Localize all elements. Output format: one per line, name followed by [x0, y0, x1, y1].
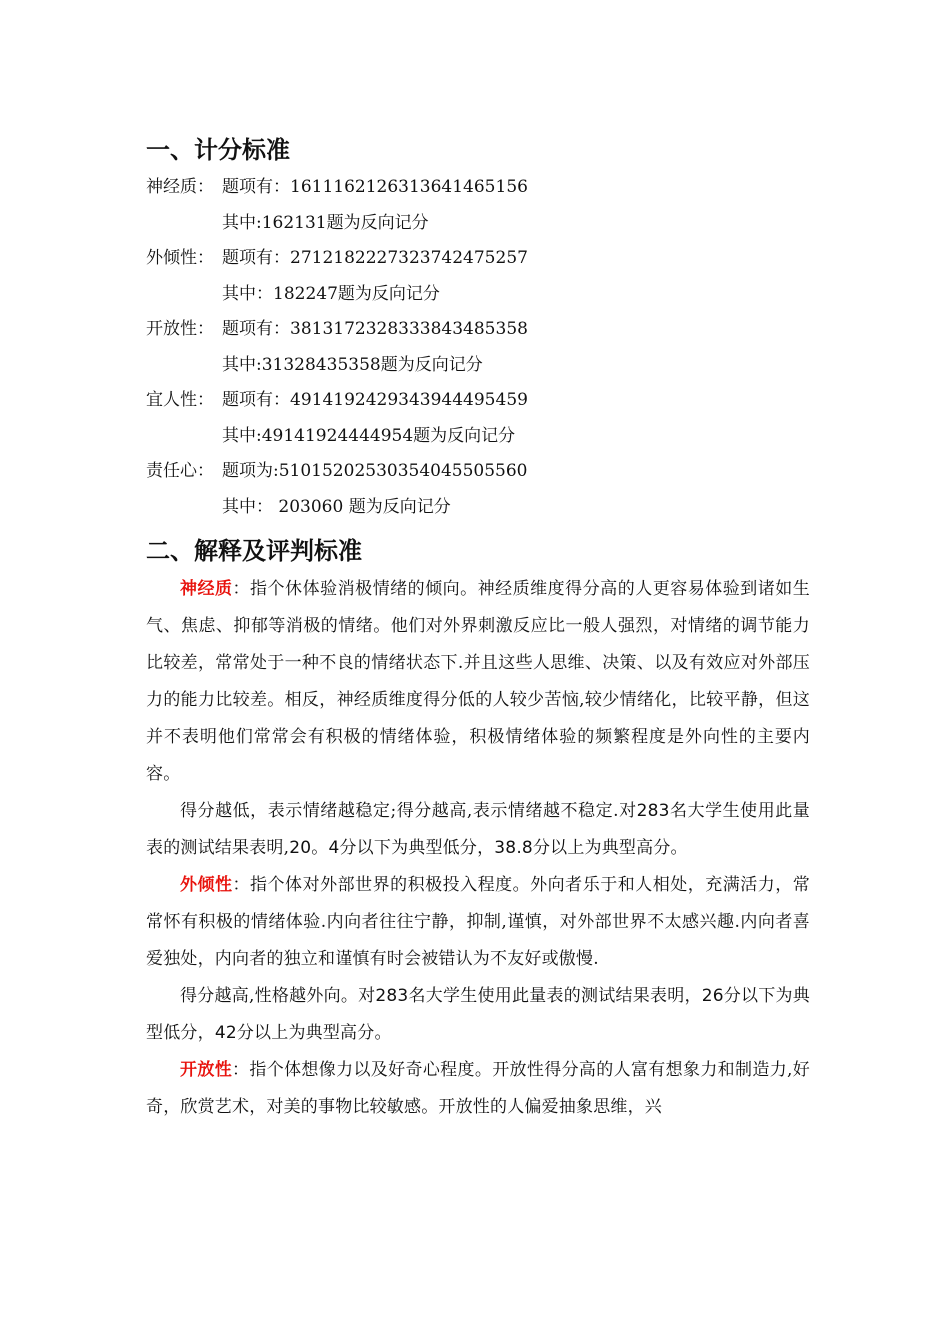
paragraph-extraversion-score [146, 978, 810, 1052]
sample-size: 283 [636, 801, 670, 821]
low-threshold: 20。4 [289, 838, 340, 858]
score-text: 得分越高,性格越外向。对 [180, 986, 376, 1006]
paragraph-neuroticism-score [146, 793, 810, 867]
scoring-row-conscientiousness [146, 454, 810, 490]
reverse-row-agreeableness: 其中:49141924444954题为反向记分 [222, 425, 516, 446]
paragraph-extraversion [146, 867, 810, 978]
score-text: 名大学生使用此量表的测试结果表明， [408, 986, 702, 1006]
score-text: 分以上为典型高分。 [236, 1023, 392, 1043]
reverse-row-openness: 其中:31328435358题为反向记分 [222, 354, 483, 375]
section-title-scoring: 一、计分标准 [146, 136, 290, 164]
items-text: 题项有：3813172328333843485358 [222, 319, 528, 339]
items-text: 题项有：2712182227323742475257 [222, 248, 528, 268]
category-label: 神经质： [146, 177, 214, 197]
keyword-extraversion: 外倾性 [180, 875, 233, 895]
reverse-row-neuroticism: 其中:162131题为反向记分 [222, 212, 429, 233]
score-text: 名大学生使用此量表的测试结果表明, [146, 801, 810, 858]
scoring-list [146, 170, 810, 525]
scoring-row-openness [146, 312, 810, 348]
keyword-neuroticism: 神经质 [180, 579, 233, 599]
document-page [146, 128, 810, 1126]
paragraph-neuroticism [146, 571, 810, 793]
scoring-row-extraversion [146, 241, 810, 277]
sample-size: 283 [375, 986, 409, 1006]
score-text: 分以上为典型高分。 [532, 838, 688, 858]
items-text: 题项为:5101520253035404550556​0 [222, 461, 528, 481]
desc-text: ：指个体想像力以及好奇心程度。开放性得分高的人富有想象力和制造力,好奇，欣赏艺术，对美的事物比较敏感。开放性的人偏爱抽象思维，兴 [146, 1060, 811, 1117]
high-threshold: 42 [214, 1023, 237, 1043]
paragraph-openness [146, 1052, 810, 1126]
scoring-row-neuroticism [146, 170, 810, 206]
low-threshold: 26 [701, 986, 724, 1006]
keyword-openness: 开放性 [180, 1060, 233, 1080]
items-text: 题项有：1611162126313641465156 [222, 177, 528, 197]
category-label: 外倾性： [146, 248, 214, 268]
score-text: 得分越低，表示情绪越稳定;得分越高,表示情绪越不稳定.对 [180, 801, 637, 821]
category-label: 开放性： [146, 319, 214, 339]
score-text: 分以下为典型低分， [339, 838, 495, 858]
desc-text: ：指个休体验消极情绪的倾向。神经质维度得分高的人更容易体验到诸如生气、焦虑、抑郁等消极的情绪。他们对外界刺激反应比一般人强烈，对情绪的调节能力比较差，常常处于一种不良的情绪状态下.并且这些人思维、决策、以及有效应对外部压力的能力比较差。相反，神经质维度得分低的人较少苦恼,较少情绪化，比较平静，但这并不表明他们常常会有积极的情绪体验，积极情绪体验的频繁程度是外向性的主要内容。 [146, 579, 810, 784]
items-text: 题项有：4914192429343944495459 [222, 390, 528, 410]
section-title-interpretation: 二、解释及评判标准 [146, 537, 362, 565]
reverse-row-extraversion: 其中：182247题为反向记分 [222, 283, 440, 304]
high-threshold: 38.8 [494, 838, 533, 858]
desc-text: ：指个体对外部世界的积极投入程度。外向者乐于和人相处，充满活力，常常怀有积极的情绪体验.内向者往往宁静，抑制,谨慎，对外部世界不太感兴趣.内向者喜爱独处，内向者的独立和谨慎有时会被错认为不友好或傲慢. [146, 875, 810, 969]
category-label: 宜人性： [146, 390, 214, 410]
score-text: 分以下为典型低分， [146, 986, 811, 1043]
category-label: 责任心： [146, 461, 214, 481]
scoring-row-agreeableness [146, 383, 810, 419]
reverse-row-conscientiousness: 其中： 203060 题为反向记分 [222, 496, 451, 517]
